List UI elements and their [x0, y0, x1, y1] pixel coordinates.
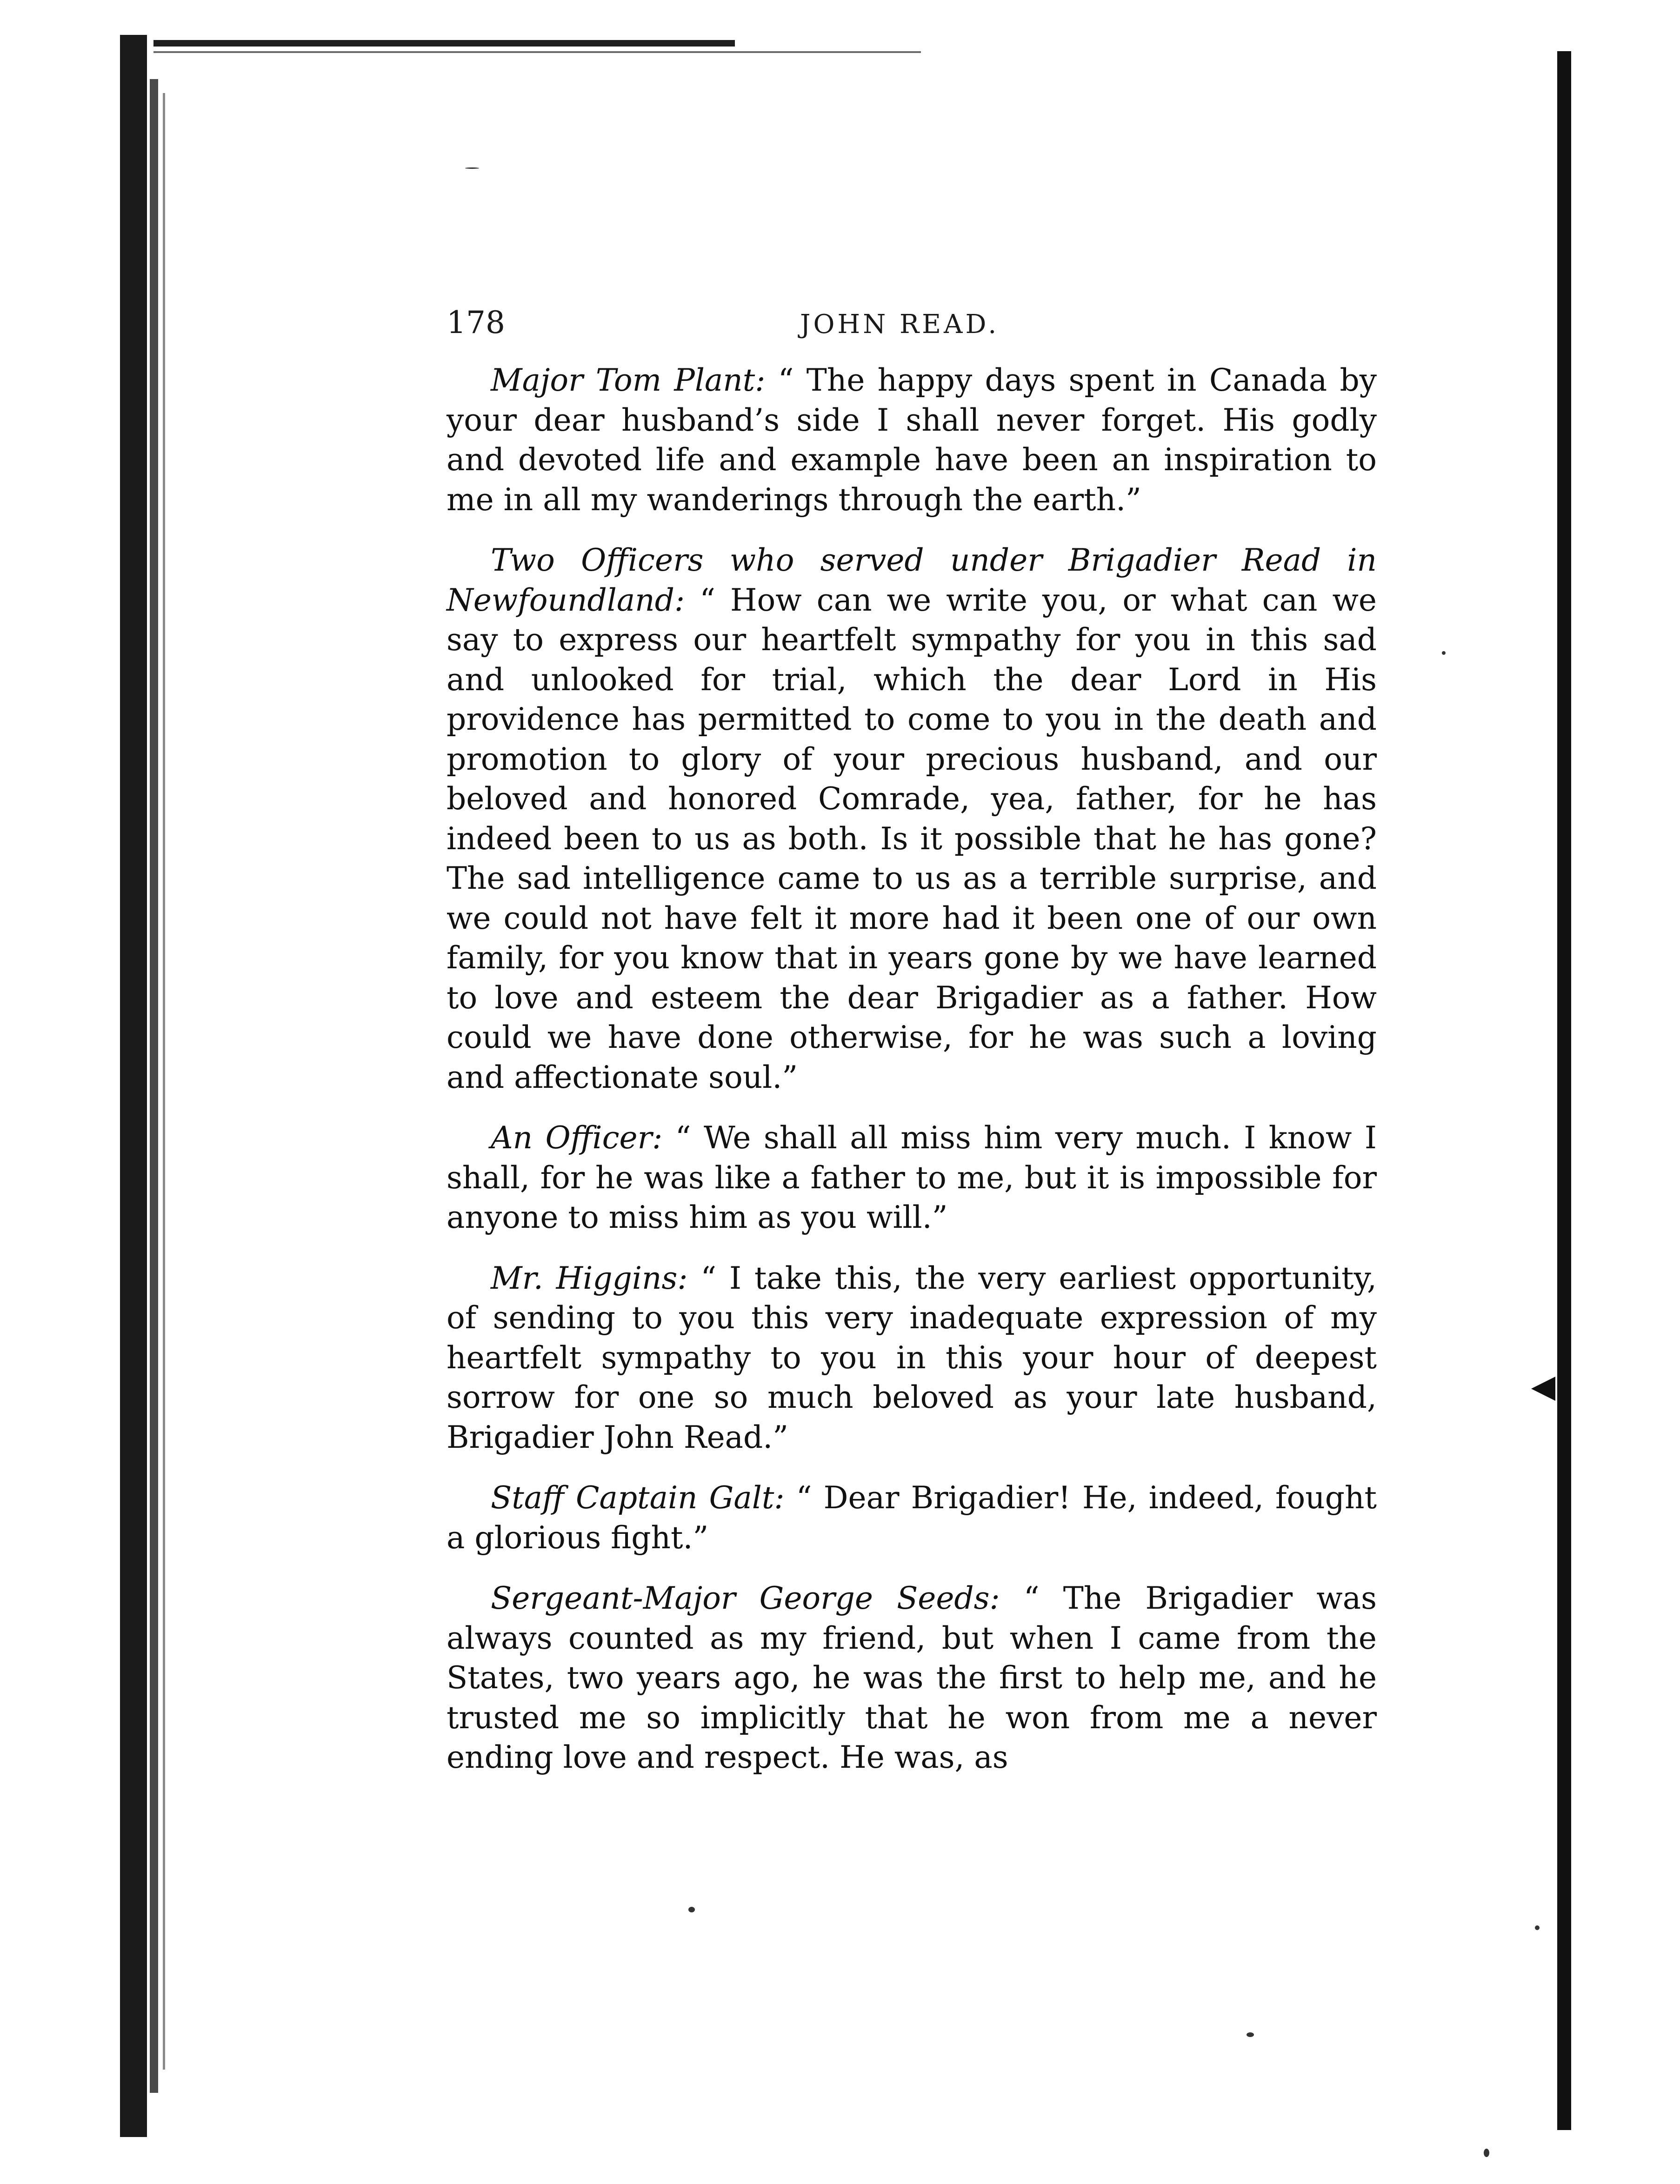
running-title: JOHN READ.: [800, 309, 1000, 340]
margin-arrow-mark: [1531, 1377, 1555, 1401]
testimonial-paragraph: [447, 1118, 1377, 1238]
speaker-name: Major Tom Plant:: [491, 362, 766, 398]
testimonial-paragraph: [447, 1258, 1377, 1458]
speck: [688, 1907, 695, 1912]
quote-text: “ The happy days spent in Canada by your dear husband’s side I shall never forget. His godly and devoted life and example have been an inspiration to me in all my wanderings through the earth.”: [447, 362, 1377, 518]
testimonial-paragraph: [447, 540, 1377, 1097]
testimonial-paragraph: [447, 360, 1377, 519]
testimonial-paragraph: [447, 1578, 1377, 1778]
left-binding-shadow: [120, 35, 147, 2137]
quote-text: “ How can we write you, or what can we say to express our heartfelt sympathy for you in this sad and unlooked for trial, which the dear Lord in His providence has permitted to come to you in the death and promotion to glory of your precious husband, and our beloved and honored Comrade, yea, father, for he has indeed been to us as both. Is it possible that he has gone? The sad intelligence came to us as a terrible surprise, and we could not have felt it more had it been one of our own family, for you know that in years gone by we have learned to love and esteem the dear Brigadier as a father. How could we have done otherwise, for he was such a loving and affectionate soul.”: [447, 582, 1377, 1095]
speaker-name: An Officer:: [491, 1120, 663, 1156]
quote-text: “ Dear Brigadier! He, indeed, fought a glorious fight.”: [447, 1480, 1377, 1556]
speck: [1247, 2032, 1254, 2037]
left-margin-line: [163, 93, 165, 2070]
page-number: 178: [447, 305, 505, 340]
speck: [1442, 651, 1446, 655]
speck: [1484, 2149, 1489, 2157]
left-binding-edge: [150, 79, 158, 2093]
page-header: [447, 305, 1391, 346]
body-text: [447, 360, 1377, 1778]
top-edge-shadow: [153, 40, 735, 47]
speck: [465, 167, 479, 169]
quote-text: “ The Brigadier was always counted as my friend, but when I came from the States, two years ago, he was the first to help me, and he trusted me so implicitly that he won from me a never ending love and respect. He was, as: [447, 1580, 1377, 1775]
speaker-name: Staff Captain Galt:: [491, 1480, 785, 1516]
speaker-name: Two Officers who served under Brigadier Read in Newfoundland:: [447, 542, 1377, 618]
speaker-name: Mr. Higgins:: [491, 1260, 688, 1296]
speck: [1535, 1925, 1540, 1930]
testimonial-paragraph: [447, 1478, 1377, 1558]
quote-text: “ I take this, the very earliest opportunity, of sending to you this very inadequate expression of my heartfelt sympathy to you in this your hour of deepest sorrow for one so much beloved as your late husband, Brigadier John Read.”: [447, 1260, 1377, 1455]
speaker-name: Sergeant-Major George Seeds:: [491, 1580, 1000, 1616]
right-edge-shadow: [1557, 51, 1571, 2130]
top-edge-line: [153, 51, 921, 53]
quote-text: “ We shall all miss him very much. I know I shall, for he was like a father to me, but it is impossible for anyone to miss him as you will.”: [447, 1120, 1377, 1235]
